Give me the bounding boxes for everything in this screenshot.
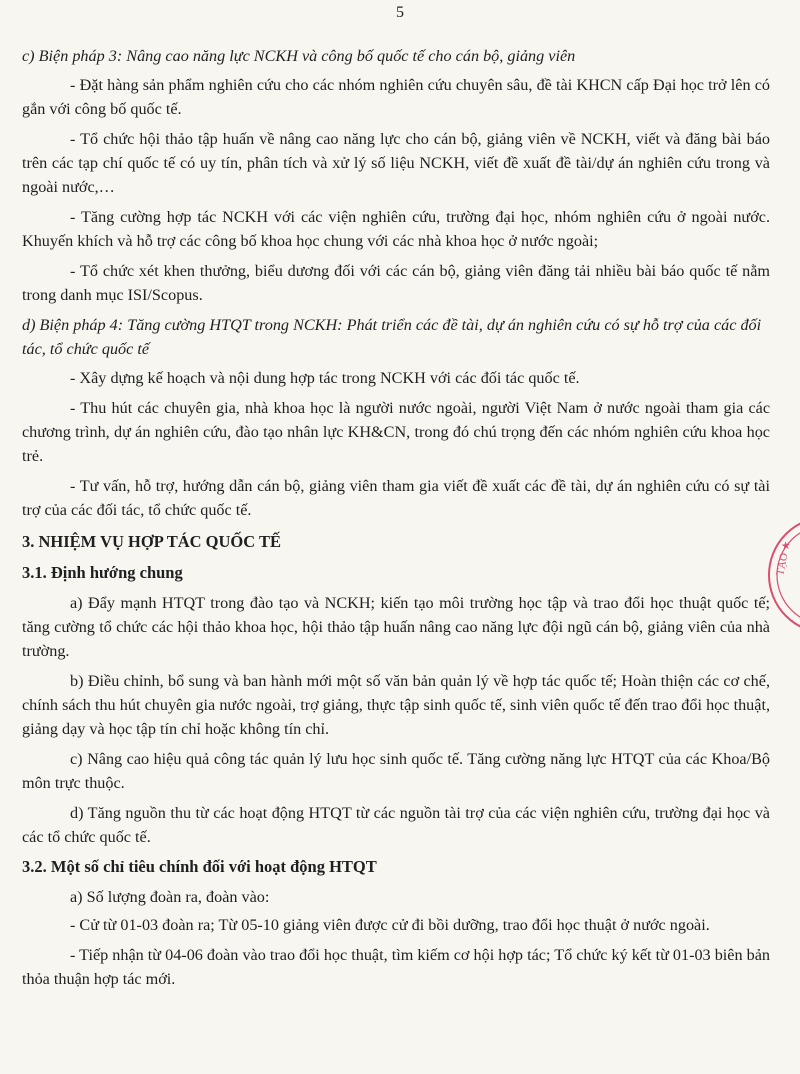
measure-3-item: - Đặt hàng sản phẩm nghiên cứu cho các nhóm nghiên cứu chuyên sâu, đề tài KHCN cấp Đại học trở lên có gắn với công bố quốc tế. [22,76,770,118]
measure-3-heading: c) Biện pháp 3: Nâng cao năng lực NCKH và công bố quốc tế cho cán bộ, giảng viên [22,47,576,65]
orientation-item: b) Điều chỉnh, bổ sung và ban hành mới một số văn bản quản lý về hợp tác quốc tế; Hoàn thiện các cơ chế, chính sách thu hút chuyên gia nước ngoài, trợ giảng, thực tập sinh quốc tế, sinh viên quốc tế đến trao đổi học thuật, giảng dạy và học tập tín chỉ hoặc không tín chỉ. [22,672,770,738]
measure-3-item: - Tổ chức hội thảo tập huấn về nâng cao năng lực cho cán bộ, giảng viên về NCKH, viết và đăng bài báo trên các tạp chí quốc tế có uy tín, phân tích và xử lý số liệu NCKH, viết đề xuất đề tài/dự án nghiên cứu trong và ngoài nước,… [22,130,770,196]
orientation-item: c) Nâng cao hiệu quả công tác quản lý lưu học sinh quốc tế. Tăng cường năng lực HTQT của các Khoa/Bộ môn trực thuộc. [22,750,770,792]
measure-4-heading: d) Biện pháp 4: Tăng cường HTQT trong NCKH: Phát triển các đề tài, dự án nghiên cứu có sự hỗ trợ của các đối tác, tổ chức quốc tế [22,316,762,358]
target-item: - Tiếp nhận từ 04-06 đoàn vào trao đổi học thuật, tìm kiếm cơ hội hợp tác; Tổ chức ký kết từ 01-03 biên bản thỏa thuận hợp tác mới. [22,946,770,988]
official-seal-stamp [757,510,800,640]
measure-4-item: - Xây dựng kế hoạch và nội dung hợp tác trong NCKH với các đối tác quốc tế. [70,369,580,387]
measure-4-item: - Tư vấn, hỗ trợ, hướng dẫn cán bộ, giảng viên tham gia viết đề xuất các đề tài, dự án nghiên cứu có sự tài trợ của các đối tác, tổ chức quốc tế. [22,477,770,519]
orientation-item: d) Tăng nguồn thu từ các hoạt động HTQT từ các nguồn tài trợ của các viện nghiên cứu, trường đại học và các tổ chức quốc tế. [22,804,770,846]
measure-3-item: - Tổ chức xét khen thưởng, biểu dương đối với các cán bộ, giảng viên đăng tải nhiều bài báo quốc tế nằm trong danh mục ISI/Scopus. [22,262,770,304]
orientation-item: a) Đẩy mạnh HTQT trong đào tạo và NCKH; kiến tạo môi trường học tập và trao đổi học thuật quốc tế; tăng cường tổ chức các hội thảo khoa học, hội thảo tập huấn nâng cao năng lực đội ngũ cán bộ, giảng viên của nhà trường. [22,594,770,660]
target-item: a) Số lượng đoàn ra, đoàn vào: [70,888,270,906]
target-item: - Cử từ 01-03 đoàn ra; Từ 05-10 giảng viên được cử đi bồi dưỡng, trao đổi học thuật ở nước ngoài. [70,916,710,934]
document-body [22,44,770,997]
section-3-2-title: 3.2. Một số chỉ tiêu chính đối với hoạt động HTQT [22,857,377,876]
measure-3-item: - Tăng cường hợp tác NCKH với các viện nghiên cứu, trường đại học, nhóm nghiên cứu ở ngoài nước. Khuyến khích và hỗ trợ các công bố khoa học chung với các nhà khoa học ở nước ngoài; [22,208,770,250]
section-3-title: 3. NHIỆM VỤ HỢP TÁC QUỐC TẾ [22,532,281,551]
measure-4-item: - Thu hút các chuyên gia, nhà khoa học là người nước ngoài, người Việt Nam ở nước ngoài tham gia các chương trình, dự án nghiên cứu, đào tạo nhân lực KH&CN, trong đó chú trọng đến các nhóm nghiên cứu khoa học trẻ. [22,399,770,465]
section-3-1-title: 3.1. Định hướng chung [22,563,183,582]
seal-text: TẠO ★ [774,539,794,577]
page-number: 5 [396,4,404,21]
